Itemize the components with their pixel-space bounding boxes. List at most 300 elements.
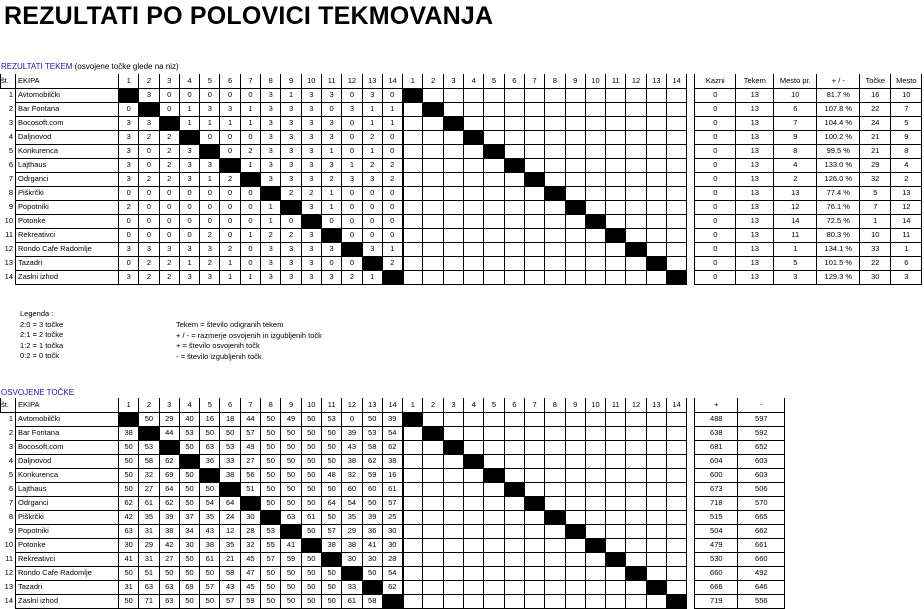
score-cell: 3 bbox=[321, 130, 341, 144]
score-cell: 1 bbox=[362, 270, 382, 284]
score-cell: 3 bbox=[119, 130, 139, 144]
score-cell: 2 bbox=[281, 186, 301, 200]
second-half-cell bbox=[443, 538, 463, 552]
stat-plusminus: 126.0 % bbox=[817, 172, 860, 186]
score-cell: 3 bbox=[301, 172, 321, 186]
score-cell: 50 bbox=[321, 454, 341, 468]
stat-minus: 506 bbox=[738, 482, 785, 496]
stat-mesto_pr: 8 bbox=[774, 144, 817, 158]
second-half-cell bbox=[606, 594, 626, 608]
score-cell: 0 bbox=[362, 228, 382, 242]
score-cell: 0 bbox=[220, 144, 240, 158]
second-half-cell bbox=[403, 524, 423, 538]
second-half-cell bbox=[585, 482, 605, 496]
second-half-cell bbox=[626, 454, 646, 468]
stat-tekem: 13 bbox=[736, 158, 774, 172]
score-cell: 55 bbox=[261, 538, 281, 552]
stat-mesto_pr: 13 bbox=[774, 186, 817, 200]
score-cell: 3 bbox=[301, 88, 321, 102]
self-match-cell bbox=[667, 270, 687, 284]
header-ekipa: EKIPA bbox=[16, 74, 119, 88]
second-half-cell bbox=[403, 172, 423, 186]
score-cell: 0 bbox=[200, 186, 220, 200]
second-half-cell bbox=[565, 580, 585, 594]
second-half-cell bbox=[585, 510, 605, 524]
stat-plus: 681 bbox=[695, 440, 738, 454]
self-match-cell bbox=[464, 454, 484, 468]
second-half-cell bbox=[423, 130, 443, 144]
score-cell: 1 bbox=[382, 116, 402, 130]
score-cell: 58 bbox=[220, 566, 240, 580]
second-half-cell bbox=[545, 594, 565, 608]
team-name: Odrganci bbox=[16, 172, 119, 186]
second-half-cell bbox=[585, 580, 605, 594]
second-half-cell bbox=[545, 256, 565, 270]
score-cell: 60 bbox=[342, 482, 362, 496]
second-half-cell bbox=[565, 482, 585, 496]
header-round: 14 bbox=[382, 74, 402, 88]
second-half-cell bbox=[443, 426, 463, 440]
team-name: Konkurenca bbox=[16, 144, 119, 158]
second-half-cell bbox=[524, 116, 544, 130]
self-match-cell bbox=[220, 482, 240, 496]
second-half-cell bbox=[504, 580, 524, 594]
stat-mesto: 4 bbox=[891, 158, 922, 172]
score-cell: 50 bbox=[179, 566, 199, 580]
stat-kazni: 0 bbox=[695, 102, 736, 116]
score-cell: 0 bbox=[342, 88, 362, 102]
second-half-cell bbox=[545, 580, 565, 594]
score-cell: 39 bbox=[342, 426, 362, 440]
self-match-cell bbox=[667, 594, 687, 608]
spacer bbox=[687, 242, 695, 256]
row-number: 12 bbox=[1, 566, 16, 580]
spacer bbox=[687, 172, 695, 186]
row-number: 5 bbox=[1, 144, 16, 158]
header-round: 11 bbox=[606, 398, 626, 412]
score-cell: 50 bbox=[119, 594, 139, 608]
second-half-cell bbox=[646, 496, 666, 510]
second-half-cell bbox=[626, 88, 646, 102]
score-cell: 39 bbox=[159, 510, 179, 524]
second-half-cell bbox=[504, 538, 524, 552]
score-cell: 50 bbox=[119, 566, 139, 580]
score-cell: 53 bbox=[179, 426, 199, 440]
score-cell: 61 bbox=[382, 482, 402, 496]
second-half-cell bbox=[565, 172, 585, 186]
stat-plusminus: 107.8 % bbox=[817, 102, 860, 116]
score-cell: 3 bbox=[119, 116, 139, 130]
table-row bbox=[1, 538, 785, 552]
score-cell: 3 bbox=[261, 242, 281, 256]
second-half-cell bbox=[606, 158, 626, 172]
second-half-cell bbox=[585, 144, 605, 158]
score-cell: 0 bbox=[382, 144, 402, 158]
score-cell: 50 bbox=[179, 552, 199, 566]
score-cell: 50 bbox=[281, 468, 301, 482]
score-cell: 50 bbox=[321, 566, 341, 580]
second-half-cell bbox=[403, 552, 423, 566]
second-half-cell bbox=[504, 454, 524, 468]
second-half-cell bbox=[606, 144, 626, 158]
score-cell: 54 bbox=[342, 496, 362, 510]
stat-minus: 592 bbox=[738, 426, 785, 440]
score-cell: 44 bbox=[159, 426, 179, 440]
stat-plus: 666 bbox=[695, 580, 738, 594]
header-round: 6 bbox=[504, 74, 524, 88]
score-cell: 50 bbox=[362, 566, 382, 580]
score-cell: 61 bbox=[139, 496, 159, 510]
score-cell: 62 bbox=[119, 496, 139, 510]
score-cell: 3 bbox=[261, 116, 281, 130]
team-name: Piškrčki bbox=[16, 510, 119, 524]
score-cell: 37 bbox=[179, 510, 199, 524]
spacer bbox=[687, 496, 695, 510]
score-cell: 0 bbox=[362, 200, 382, 214]
second-half-cell bbox=[667, 172, 687, 186]
table-row bbox=[1, 524, 785, 538]
row-number: 1 bbox=[1, 412, 16, 426]
second-half-cell bbox=[565, 102, 585, 116]
self-match-cell bbox=[261, 510, 281, 524]
score-cell: 53 bbox=[362, 426, 382, 440]
score-cell: 2 bbox=[281, 228, 301, 242]
second-half-cell bbox=[565, 130, 585, 144]
self-match-cell bbox=[504, 482, 524, 496]
second-half-cell bbox=[585, 116, 605, 130]
score-cell: 0 bbox=[119, 102, 139, 116]
stat-tekem: 13 bbox=[736, 144, 774, 158]
second-half-cell bbox=[484, 538, 504, 552]
score-cell: 3 bbox=[301, 116, 321, 130]
score-cell: 50 bbox=[261, 496, 281, 510]
score-cell: 2 bbox=[119, 200, 139, 214]
second-half-cell bbox=[464, 468, 484, 482]
second-half-cell bbox=[423, 228, 443, 242]
second-half-cell bbox=[423, 200, 443, 214]
second-half-cell bbox=[667, 510, 687, 524]
score-cell: 2 bbox=[159, 158, 179, 172]
header-extra: Mesto bbox=[891, 74, 922, 88]
second-half-cell bbox=[646, 186, 666, 200]
stat-tekem: 13 bbox=[736, 186, 774, 200]
stat-mesto_pr: 2 bbox=[774, 172, 817, 186]
score-cell: 3 bbox=[362, 172, 382, 186]
stat-plus: 719 bbox=[695, 594, 738, 608]
second-half-cell bbox=[464, 580, 484, 594]
second-half-cell bbox=[545, 524, 565, 538]
second-half-cell bbox=[667, 538, 687, 552]
score-cell: 50 bbox=[159, 566, 179, 580]
score-cell: 3 bbox=[301, 144, 321, 158]
score-cell: 50 bbox=[321, 510, 341, 524]
second-half-cell bbox=[667, 130, 687, 144]
header-round: 1 bbox=[119, 398, 139, 412]
second-half-cell bbox=[667, 102, 687, 116]
second-half-cell bbox=[545, 116, 565, 130]
header-ekipa: EKIPA bbox=[16, 398, 119, 412]
score-cell: 3 bbox=[281, 158, 301, 172]
score-cell: 2 bbox=[382, 172, 402, 186]
second-half-cell bbox=[606, 186, 626, 200]
score-cell: 29 bbox=[342, 524, 362, 538]
second-half-cell bbox=[606, 130, 626, 144]
self-match-cell bbox=[606, 228, 626, 242]
second-half-cell bbox=[626, 228, 646, 242]
stat-plus: 488 bbox=[695, 412, 738, 426]
stat-plusminus: 101.5 % bbox=[817, 256, 860, 270]
header-round: 7 bbox=[524, 398, 544, 412]
second-half-cell bbox=[646, 440, 666, 454]
second-half-cell bbox=[423, 116, 443, 130]
second-half-cell bbox=[667, 566, 687, 580]
stat-minus: 661 bbox=[738, 538, 785, 552]
second-half-cell bbox=[545, 482, 565, 496]
score-cell: 50 bbox=[179, 482, 199, 496]
second-half-cell bbox=[464, 88, 484, 102]
stat-mesto: 8 bbox=[891, 144, 922, 158]
spacer bbox=[687, 200, 695, 214]
self-match-cell bbox=[179, 454, 199, 468]
team-name: Zaslni izhod bbox=[16, 270, 119, 284]
stat-mesto: 7 bbox=[891, 102, 922, 116]
second-half-cell bbox=[667, 468, 687, 482]
score-cell: 12 bbox=[220, 524, 240, 538]
results-header-row bbox=[1, 74, 922, 88]
second-half-cell bbox=[667, 200, 687, 214]
row-number: 3 bbox=[1, 116, 16, 130]
stat-mesto: 14 bbox=[891, 214, 922, 228]
second-half-cell bbox=[524, 440, 544, 454]
score-cell: 3 bbox=[321, 242, 341, 256]
table-row bbox=[1, 566, 785, 580]
table-row bbox=[1, 228, 922, 242]
score-cell: 40 bbox=[179, 412, 199, 426]
score-cell: 1 bbox=[179, 102, 199, 116]
second-half-cell bbox=[443, 200, 463, 214]
second-half-cell bbox=[524, 270, 544, 284]
spacer bbox=[687, 116, 695, 130]
header-round: 12 bbox=[342, 74, 362, 88]
second-half-cell bbox=[443, 130, 463, 144]
stat-kazni: 0 bbox=[695, 158, 736, 172]
second-half-cell bbox=[443, 88, 463, 102]
second-half-cell bbox=[585, 440, 605, 454]
second-half-cell bbox=[423, 186, 443, 200]
stat-tekem: 13 bbox=[736, 88, 774, 102]
second-half-cell bbox=[667, 454, 687, 468]
spacer bbox=[687, 440, 695, 454]
second-half-cell bbox=[484, 116, 504, 130]
second-half-cell bbox=[484, 440, 504, 454]
second-half-cell bbox=[403, 130, 423, 144]
second-half-cell bbox=[667, 496, 687, 510]
score-cell: 47 bbox=[240, 566, 260, 580]
self-match-cell bbox=[545, 186, 565, 200]
score-cell: 0 bbox=[321, 214, 341, 228]
second-half-cell bbox=[443, 496, 463, 510]
score-cell: 57 bbox=[261, 552, 281, 566]
score-cell: 27 bbox=[240, 454, 260, 468]
self-match-cell bbox=[545, 510, 565, 524]
header-extra: Kazni bbox=[695, 74, 736, 88]
second-half-cell bbox=[565, 242, 585, 256]
second-half-cell bbox=[524, 102, 544, 116]
score-cell: 30 bbox=[382, 538, 402, 552]
header-round: 2 bbox=[139, 74, 159, 88]
second-half-cell bbox=[585, 228, 605, 242]
team-name: Potonke bbox=[16, 538, 119, 552]
score-cell: 50 bbox=[200, 426, 220, 440]
score-cell: 0 bbox=[159, 88, 179, 102]
score-cell: 57 bbox=[240, 426, 260, 440]
self-match-cell bbox=[261, 186, 281, 200]
score-cell: 16 bbox=[382, 468, 402, 482]
header-round: 12 bbox=[342, 398, 362, 412]
legend-item: 2:1 = 2 točke bbox=[20, 330, 64, 339]
self-match-cell bbox=[464, 130, 484, 144]
second-half-cell bbox=[545, 214, 565, 228]
self-match-cell bbox=[484, 468, 504, 482]
score-cell: 1 bbox=[362, 116, 382, 130]
second-half-cell bbox=[484, 566, 504, 580]
second-half-cell bbox=[524, 144, 544, 158]
second-half-cell bbox=[524, 468, 544, 482]
score-cell: 3 bbox=[362, 88, 382, 102]
second-half-cell bbox=[626, 256, 646, 270]
row-number: 9 bbox=[1, 200, 16, 214]
second-half-cell bbox=[504, 524, 524, 538]
second-half-cell bbox=[484, 130, 504, 144]
second-half-cell bbox=[545, 172, 565, 186]
score-cell: 50 bbox=[179, 496, 199, 510]
page-title: REZULTATI PO POLOVICI TEKMOVANJA bbox=[4, 2, 494, 30]
stat-plusminus: 100.2 % bbox=[817, 130, 860, 144]
score-cell: 50 bbox=[321, 594, 341, 608]
score-cell: 3 bbox=[301, 158, 321, 172]
stat-mesto_pr: 1 bbox=[774, 242, 817, 256]
score-cell: 2 bbox=[362, 158, 382, 172]
self-match-cell bbox=[119, 88, 139, 102]
second-half-cell bbox=[504, 594, 524, 608]
second-half-cell bbox=[464, 552, 484, 566]
second-half-cell bbox=[443, 242, 463, 256]
second-half-cell bbox=[484, 454, 504, 468]
second-half-cell bbox=[585, 426, 605, 440]
score-cell: 51 bbox=[139, 566, 159, 580]
second-half-cell bbox=[626, 580, 646, 594]
header-round: 2 bbox=[139, 398, 159, 412]
self-match-cell bbox=[443, 116, 463, 130]
stat-tekem: 13 bbox=[736, 228, 774, 242]
score-cell: 25 bbox=[382, 510, 402, 524]
score-cell: 59 bbox=[281, 552, 301, 566]
score-cell: 38 bbox=[342, 454, 362, 468]
legend-definitions bbox=[176, 320, 322, 362]
second-half-cell bbox=[504, 496, 524, 510]
header-extra: + bbox=[695, 398, 738, 412]
second-half-cell bbox=[667, 552, 687, 566]
second-half-cell bbox=[423, 172, 443, 186]
score-cell: 28 bbox=[382, 552, 402, 566]
second-half-cell bbox=[585, 172, 605, 186]
second-half-cell bbox=[585, 566, 605, 580]
second-half-cell bbox=[403, 214, 423, 228]
score-cell: 50 bbox=[301, 594, 321, 608]
score-cell: 3 bbox=[159, 242, 179, 256]
table-row bbox=[1, 454, 785, 468]
header-extra: Točke bbox=[860, 74, 891, 88]
spacer bbox=[687, 426, 695, 440]
score-cell: 0 bbox=[220, 228, 240, 242]
score-cell: 50 bbox=[301, 440, 321, 454]
second-half-cell bbox=[585, 454, 605, 468]
self-match-cell bbox=[382, 270, 402, 284]
second-half-cell bbox=[565, 496, 585, 510]
team-name: Zaslni izhod bbox=[16, 594, 119, 608]
row-number: 14 bbox=[1, 594, 16, 608]
spacer bbox=[687, 256, 695, 270]
header-round: 12 bbox=[626, 74, 646, 88]
second-half-cell bbox=[484, 270, 504, 284]
second-half-cell bbox=[626, 468, 646, 482]
header-extra: - bbox=[738, 398, 785, 412]
score-cell: 38 bbox=[342, 538, 362, 552]
second-half-cell bbox=[403, 440, 423, 454]
second-half-cell bbox=[423, 454, 443, 468]
second-half-cell bbox=[504, 130, 524, 144]
score-cell: 41 bbox=[281, 538, 301, 552]
table-row bbox=[1, 482, 785, 496]
score-cell: 54 bbox=[382, 426, 402, 440]
spacer bbox=[687, 454, 695, 468]
second-half-cell bbox=[646, 552, 666, 566]
second-half-cell bbox=[484, 256, 504, 270]
second-half-cell bbox=[484, 426, 504, 440]
score-cell: 3 bbox=[321, 158, 341, 172]
second-half-cell bbox=[565, 228, 585, 242]
header-round: 6 bbox=[220, 398, 240, 412]
second-half-cell bbox=[524, 200, 544, 214]
header-round: 10 bbox=[585, 74, 605, 88]
score-cell: 63 bbox=[159, 594, 179, 608]
stat-kazni: 0 bbox=[695, 200, 736, 214]
legend-item: 2:0 = 3 točke bbox=[20, 319, 64, 329]
score-cell: 50 bbox=[261, 580, 281, 594]
row-number: 8 bbox=[1, 186, 16, 200]
second-half-cell bbox=[606, 88, 626, 102]
table-row bbox=[1, 158, 922, 172]
stat-mesto: 13 bbox=[891, 186, 922, 200]
score-cell: 50 bbox=[261, 594, 281, 608]
second-half-cell bbox=[585, 256, 605, 270]
score-cell: 50 bbox=[119, 482, 139, 496]
score-cell: 3 bbox=[281, 102, 301, 116]
row-number: 7 bbox=[1, 496, 16, 510]
self-match-cell bbox=[240, 496, 260, 510]
score-cell: 50 bbox=[179, 440, 199, 454]
stat-mesto: 9 bbox=[891, 130, 922, 144]
second-half-cell bbox=[443, 482, 463, 496]
row-number: 8 bbox=[1, 510, 16, 524]
score-cell: 0 bbox=[240, 130, 260, 144]
score-cell: 58 bbox=[139, 454, 159, 468]
score-cell: 3 bbox=[261, 270, 281, 284]
second-half-cell bbox=[443, 510, 463, 524]
second-half-cell bbox=[504, 412, 524, 426]
header-round: 12 bbox=[626, 398, 646, 412]
stat-plus: 638 bbox=[695, 426, 738, 440]
